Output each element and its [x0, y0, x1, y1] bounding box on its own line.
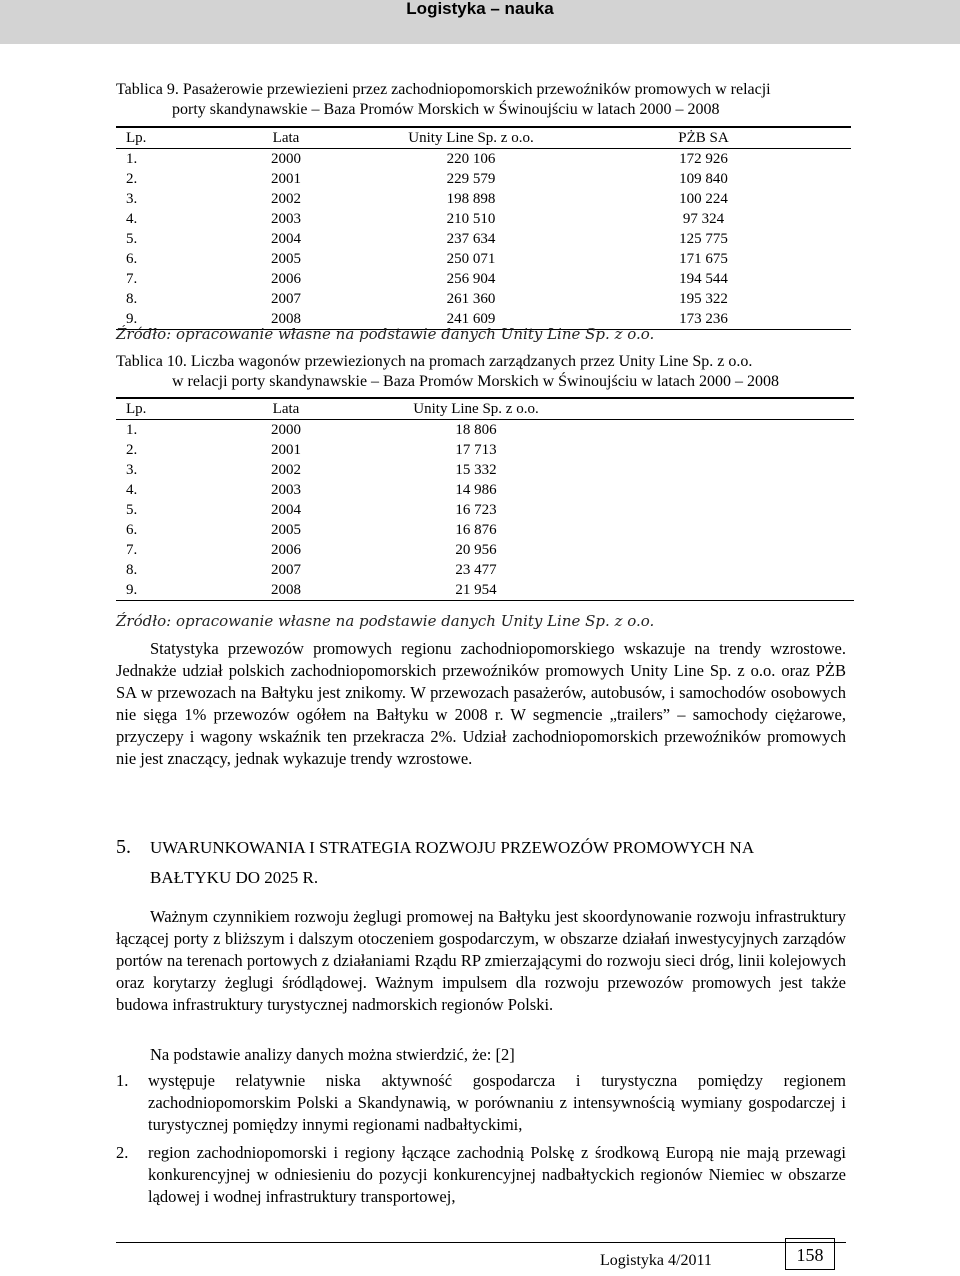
- table9-header-row: [116, 127, 851, 149]
- column-header: Unity Line Sp. z o.o.: [413, 401, 539, 417]
- table10-body: [116, 420, 854, 601]
- body-paragraph-trends: [116, 638, 846, 770]
- section-title-line2: BAŁTYKU DO 2025 R.: [150, 868, 319, 887]
- table-row: [116, 420, 854, 441]
- table-cell: 5.: [126, 502, 138, 518]
- table-cell: 2000: [271, 151, 301, 167]
- table-cell: 9.: [126, 311, 138, 327]
- table-cell: 21 954: [455, 582, 497, 598]
- table-cell: 2001: [271, 442, 301, 458]
- table-cell: 18 806: [455, 422, 497, 438]
- table-cell-spacer: [566, 560, 854, 580]
- table-cell-spacer: [566, 500, 854, 520]
- table10-caption: [116, 352, 876, 392]
- table-cell: 4.: [126, 482, 138, 498]
- table10-source-note: Źródło: opracowanie własne na podstawie danych Unity Line Sp. z o.o.: [116, 612, 655, 630]
- column-header: PŻB SA: [678, 130, 729, 146]
- table9-caption: [116, 80, 856, 120]
- footer-journal-name: Logistyka 4/2011: [600, 1252, 712, 1269]
- table-row: [116, 520, 854, 540]
- table-cell: 2005: [271, 251, 301, 267]
- table-cell: 2006: [271, 271, 301, 287]
- list-item-text: region zachodniopomorski i regiony łączące zachodnią Polskę z środkową Europą nie mają przewagi konkurencyjnej w odniesieniu do pozycji konkurencyjnej nadbałtyckich regionów Niemiec w obszarze lądowej i wodnej infrastruktury transportowej,: [148, 1143, 846, 1206]
- table-cell: 2004: [271, 502, 301, 518]
- table-cell: 5.: [126, 231, 138, 247]
- column-header: Lata: [272, 401, 300, 417]
- table9-caption-line1: Tablica 9. Pasażerowie przewiezieni przez zachodniopomorskich przewoźników promowych w relacji: [116, 81, 771, 98]
- column-header: Lata: [272, 130, 300, 146]
- table10-header-row: [116, 398, 854, 420]
- footer-divider: [116, 1242, 846, 1243]
- table10-caption-line2: w relacji porty skandynawskie – Baza Promów Morskich w Świnoujściu w latach 2000 – 2008: [172, 373, 780, 390]
- running-header-title: Logistyka – nauka: [406, 0, 554, 18]
- table-cell: 16 876: [455, 522, 497, 538]
- table-cell: 241 609: [446, 311, 496, 327]
- table10: [116, 397, 854, 601]
- table-cell-spacer: [566, 480, 854, 500]
- table-cell: 198 898: [446, 191, 496, 207]
- table-cell-spacer: [566, 520, 854, 540]
- table-cell-spacer: [566, 420, 854, 441]
- table-row: [116, 269, 851, 289]
- table-cell: 2005: [271, 522, 301, 538]
- paragraph-text: Na podstawie analizy danych można stwierdzić, że: [2]: [150, 1045, 515, 1064]
- table-cell: 8.: [126, 562, 138, 578]
- table9-source-note: Źródło: opracowanie własne na podstawie danych Unity Line Sp. z o.o.: [116, 325, 655, 343]
- page-number: 158: [785, 1238, 835, 1270]
- list-item: [116, 1142, 846, 1208]
- table9: [116, 126, 851, 330]
- table-cell: 194 544: [679, 271, 728, 287]
- section-title-line1: UWARUNKOWANIA I STRATEGIA ROZWOJU PRZEWOZÓW PROMOWYCH NA: [150, 838, 755, 857]
- table-cell: 195 322: [679, 291, 728, 307]
- table-cell: 237 634: [446, 231, 496, 247]
- table-cell: 2002: [271, 191, 301, 207]
- table9-body: [116, 149, 851, 330]
- table-row: [116, 500, 854, 520]
- table-cell: 8.: [126, 291, 138, 307]
- section-heading: [116, 832, 816, 893]
- column-spacer: [566, 398, 854, 420]
- table-row: [116, 560, 854, 580]
- table-row: [116, 169, 851, 189]
- table10-caption-line1: Tablica 10. Liczba wagonów przewiezionych na promach zarządzanych przez Unity Line Sp. z o.o.: [116, 353, 753, 370]
- column-header: Lp.: [126, 401, 147, 417]
- table-row: [116, 289, 851, 309]
- table-cell: 2008: [271, 582, 301, 598]
- table-cell: 2001: [271, 171, 301, 187]
- table-cell-spacer: [566, 440, 854, 460]
- table-cell: 20 956: [455, 542, 497, 558]
- table-cell: 1.: [126, 422, 138, 438]
- table-row: [116, 460, 854, 480]
- table-row: [116, 189, 851, 209]
- table-row: [116, 580, 854, 601]
- table-cell: 16 723: [455, 502, 497, 518]
- paragraph-text: Statystyka przewozów promowych regionu zachodniopomorskiego wskazuje na trendy wzrostowe. Jednakże udział polskich zachodniopomorskich przewoźników promowych Unity Line Sp. z o.o. oraz PŻB SA w przewozach na Bałtyku jest znikomy. W przewozach pasażerów, autobusów, i samochodów osobowych nie sięga 1% przewozów ogółem na Bałtyku w 2008 r. W segmencie „trailers” – samochody ciężarowe, przyczepy i wagony wskaźnik ten przekracza 2%. Udział zachodniopomorskich przewoźników promowych nie jest znaczący, jednak wykazuje trendy wzrostowe.: [116, 639, 846, 768]
- table-cell: 3.: [126, 462, 138, 478]
- table-cell: 2.: [126, 171, 138, 187]
- table-cell: 2007: [271, 291, 301, 307]
- table-cell: 172 926: [679, 151, 728, 167]
- table-cell: 6.: [126, 522, 138, 538]
- table-cell: 4.: [126, 211, 138, 227]
- table-cell: 7.: [126, 542, 138, 558]
- table-cell: 210 510: [446, 211, 496, 227]
- column-header: Lp.: [126, 130, 147, 146]
- table-cell: 1.: [126, 151, 138, 167]
- table-cell: 109 840: [679, 171, 728, 187]
- table-cell: 14 986: [455, 482, 497, 498]
- table-row: [116, 229, 851, 249]
- list-item-number: 2.: [116, 1143, 129, 1162]
- table-cell: 125 775: [679, 231, 728, 247]
- table-cell: 2.: [126, 442, 138, 458]
- table-cell: 229 579: [446, 171, 496, 187]
- table-cell: 100 224: [679, 191, 728, 207]
- table-row: [116, 540, 854, 560]
- table-cell: 2000: [271, 422, 301, 438]
- table-row: [116, 440, 854, 460]
- body-paragraph-intro-list: [116, 1044, 846, 1066]
- list-item: [116, 1070, 846, 1136]
- column-header: Unity Line Sp. z o.o.: [408, 130, 534, 146]
- table-cell: 7.: [126, 271, 138, 287]
- table9-caption-line2: porty skandynawskie – Baza Promów Morskich w Świnoujściu w latach 2000 – 2008: [172, 101, 720, 118]
- table-cell: 23 477: [455, 562, 497, 578]
- table-cell: 2003: [271, 211, 301, 227]
- table-cell-spacer: [566, 540, 854, 560]
- list-item-number: 1.: [116, 1071, 129, 1090]
- section-number: 5.: [116, 836, 131, 858]
- table-cell: 9.: [126, 582, 138, 598]
- table-cell: 3.: [126, 191, 138, 207]
- table-cell: 2006: [271, 542, 301, 558]
- table-cell: 256 904: [446, 271, 496, 287]
- table-cell: 6.: [126, 251, 138, 267]
- table-row: [116, 249, 851, 269]
- table-cell: 17 713: [455, 442, 497, 458]
- list-item-text: występuje relatywnie niska aktywność gospodarcza i turystyczna pomiędzy regionem zachodniopomorskim Polski a Skandynawią, w porównaniu z intensywnością wymiany gospodarczej i turystycznej pomiędzy innymi regionami nadbałtyckimi,: [148, 1071, 846, 1134]
- table-cell-spacer: [566, 460, 854, 480]
- table-cell-spacer: [566, 580, 854, 601]
- table-cell: 2004: [271, 231, 301, 247]
- table-cell: 2003: [271, 482, 301, 498]
- table-row: [116, 149, 851, 170]
- table-cell: 97 324: [682, 211, 725, 227]
- table-cell: 171 675: [679, 251, 728, 267]
- table-cell: 2002: [271, 462, 301, 478]
- table-cell: 250 071: [446, 251, 496, 267]
- table-row: [116, 480, 854, 500]
- body-paragraph-infrastructure: [116, 906, 846, 1016]
- table-cell: 2007: [271, 562, 301, 578]
- paragraph-text: Ważnym czynnikiem rozwoju żeglugi promowej na Bałtyku jest skoordynowanie rozwoju infrastruktury łączącej porty z bliższym i dalszym otoczeniem gospodarczym, w obszarze działań inwestycyjnych zarządów portów na terenach portowych z działaniami Rządu RP zmierzającymi do rozwoju sieci dróg, linii kolejowych oraz korytarzy żeglugi śródlądowej. Ważnym impulsem dla rozwoju przewozów promowych jest także budowa infrastruktury turystycznej nadmorskich regionów Polski.: [116, 907, 846, 1014]
- table-cell: 220 106: [446, 151, 496, 167]
- table-cell: 261 360: [446, 291, 496, 307]
- conclusions-list: [116, 1070, 846, 1214]
- table-cell: 2008: [271, 311, 301, 327]
- table-cell: 173 236: [679, 311, 728, 327]
- table-cell: 15 332: [455, 462, 497, 478]
- table-row: [116, 209, 851, 229]
